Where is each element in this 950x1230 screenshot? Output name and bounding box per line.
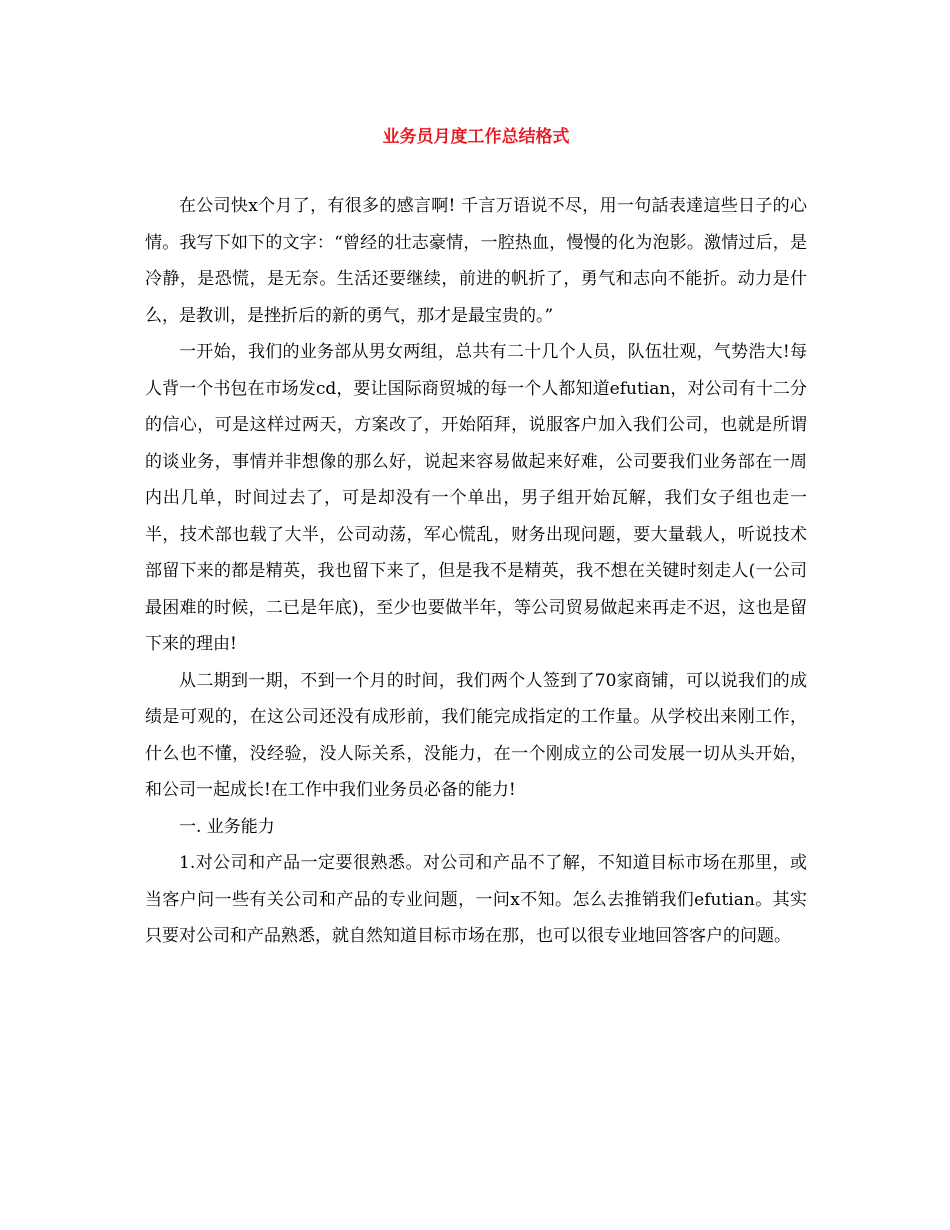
paragraph-results: 从二期到一期，不到一个月的时间，我们两个人签到了70家商铺，可以说我们的成绩是可观的，在这公司还没有成形前，我们能完成指定的工作量。从学校出来刚工作，什么也不懂，没经验，没人际关系，没能力，在一个刚成立的公司发展一切从头开始，和公司一起成长!在工作中我们业务员必备的能力! (145, 670, 807, 800)
paragraph-beginning: 一开始，我们的业务部从男女两组，总共有二十几个人员，队伍壮观，气势浩大!每人背一个书包在市场发cd，要让国际商贸城的每一个人都知道efutian，对公司有十二分的信心，可是这样过两天，方案改了，开始陌拜，说服客户加入我们公司，也就是所谓的谈业务，事情并非想像的那么好，说起来容易做起来好难，公司要我们业务部在一周内出几单，时间过去了，可是却没有一个单出，男子组开始瓦解，我们女子组也走一半，技术部也载了大半，公司动荡，军心慌乱，财务出现问题，要大量载人，听说技术部留下来的都是精英，我也留下来了，但是我不是精英，我不想在关键时刻走人(一公司最困难的时候，二已是年底)，至少也要做半年，等公司贸易做起来再走不迟，这也是留下来的理由! (145, 342, 807, 654)
document-page (145, 120, 807, 955)
document-title: 业务员月度工作总结格式 (382, 127, 570, 147)
section-heading: 一. 业务能力 (179, 816, 275, 837)
paragraph-intro: 在公司快x个月了，有很多的感言啊! 千言万语说不尽，用一句話表達這些日子的心情。我写下如下的文字：“曾经的壮志豪情，一腔热血，慢慢的化为泡影。激情过后，是冷静，是恐慌，是无奈。生活还要继续，前进的帆折了，勇气和志向不能折。动力是什么，是教训，是挫折后的新的勇气，那才是最宝贵的。” (145, 196, 807, 326)
list-item-1: 1.对公司和产品一定要很熟悉。对公司和产品不了解，不知道目标市场在那里，或当客户问一些有关公司和产品的专业问题，一问x不知。怎么去推销我们efutian。其实只要对公司和产品熟悉，就自然知道目标市场在那，也可以很专业地回答客户的问题。 (145, 853, 807, 946)
